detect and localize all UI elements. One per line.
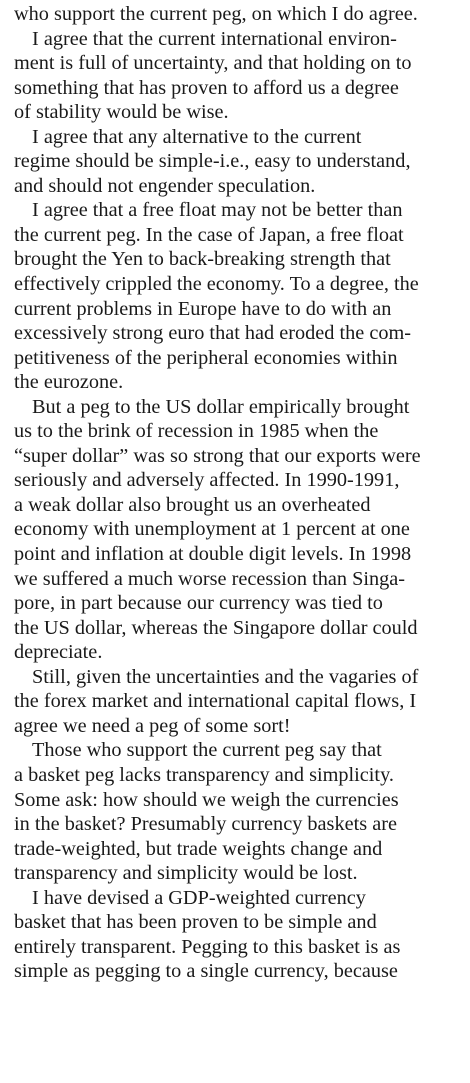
text-line: the forex market and international capital flows, I bbox=[14, 690, 417, 713]
text-line: agree we need a peg of some sort! bbox=[14, 714, 291, 737]
paragraph bbox=[14, 886, 460, 984]
text-line: basket that has been proven to be simple and bbox=[14, 911, 377, 934]
text-line: But a peg to the US dollar empirically brought bbox=[32, 395, 410, 418]
text-line: Still, given the uncertainties and the vagaries of bbox=[32, 665, 419, 688]
text-line: the US dollar, whereas the Singapore dollar could bbox=[14, 616, 418, 639]
text-line: entirely transparent. Pegging to this basket is as bbox=[14, 935, 401, 958]
text-line: brought the Yen to back-breaking strength that bbox=[14, 248, 391, 271]
paragraph bbox=[14, 2, 460, 27]
text-line: current problems in Europe have to do with an bbox=[14, 297, 392, 320]
text-line: excessively strong euro that had eroded the com- bbox=[14, 322, 412, 345]
text-line: ment is full of uncertainty, and that holding on to bbox=[14, 52, 412, 75]
text-line: who support the current peg, on which I do agree. bbox=[14, 3, 418, 25]
paragraph bbox=[14, 738, 460, 885]
text-line: I agree that a free float may not be better than bbox=[32, 199, 403, 222]
paragraph bbox=[14, 125, 460, 199]
text-line: I agree that the current international environ- bbox=[32, 27, 397, 50]
paragraph bbox=[14, 198, 460, 394]
text-line: transparency and simplicity would be lost. bbox=[14, 862, 358, 885]
paragraph bbox=[14, 395, 460, 665]
text-line: I agree that any alternative to the current bbox=[32, 125, 362, 148]
article-column bbox=[14, 2, 460, 984]
text-line: petitiveness of the peripheral economies within bbox=[14, 346, 398, 369]
text-line: in the basket? Presumably currency baskets are bbox=[14, 813, 397, 836]
text-line: a weak dollar also brought us an overheated bbox=[14, 493, 371, 516]
text-line: I have devised a GDP-weighted currency bbox=[32, 886, 366, 909]
paragraph bbox=[14, 665, 460, 739]
text-line: and should not engender speculation. bbox=[14, 174, 316, 197]
text-line: the eurozone. bbox=[14, 371, 124, 394]
text-line: pore, in part because our currency was tied to bbox=[14, 592, 383, 615]
text-line: of stability would be wise. bbox=[14, 101, 229, 124]
text-line: a basket peg lacks transparency and simplicity. bbox=[14, 763, 394, 786]
text-line: the current peg. In the case of Japan, a free float bbox=[14, 223, 404, 246]
text-line: us to the brink of recession in 1985 when the bbox=[14, 420, 379, 443]
text-line: economy with unemployment at 1 percent at one bbox=[14, 518, 410, 541]
text-line: “super dollar” was so strong that our exports were bbox=[14, 444, 421, 467]
text-line: Those who support the current peg say that bbox=[32, 739, 382, 762]
text-line: we suffered a much worse recession than Singa- bbox=[14, 567, 406, 590]
text-line: regime should be simple-i.e., easy to understand, bbox=[14, 150, 411, 173]
text-line: effectively crippled the economy. To a degree, the bbox=[14, 273, 419, 296]
text-line: simple as pegging to a single currency, because bbox=[14, 960, 398, 983]
text-line: point and inflation at double digit levels. In 1998 bbox=[14, 543, 412, 566]
text-line: trade-weighted, but trade weights change and bbox=[14, 837, 383, 860]
text-line: depreciate. bbox=[14, 641, 103, 664]
text-line: Some ask: how should we weigh the currencies bbox=[14, 788, 399, 811]
text-line: something that has proven to afford us a degree bbox=[14, 76, 399, 99]
text-line: seriously and adversely affected. In 1990-1991, bbox=[14, 469, 400, 492]
paragraph bbox=[14, 27, 460, 125]
